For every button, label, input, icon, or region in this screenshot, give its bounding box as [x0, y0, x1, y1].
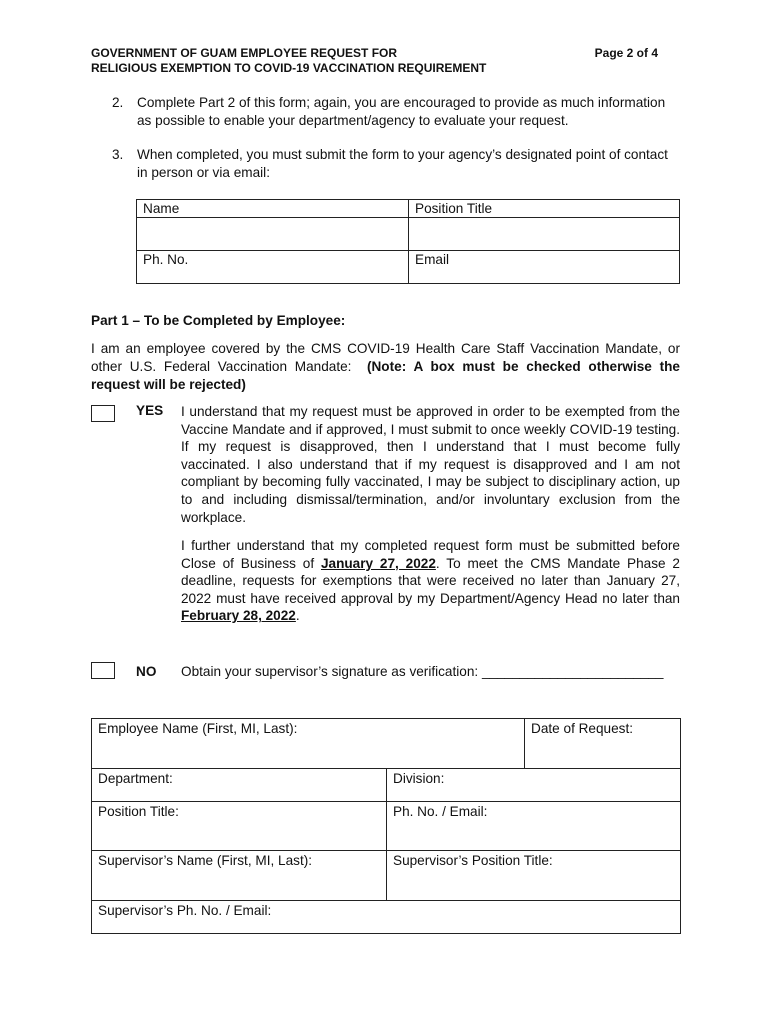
supervisor-position-field[interactable]: Supervisor’s Position Title: [387, 851, 681, 901]
yes-paragraph-2-part-c: . [295, 608, 300, 624]
division-field[interactable]: Division: [387, 769, 681, 802]
part1-intro [91, 340, 680, 394]
page-number: Page 2 of 4 [594, 46, 658, 60]
contact-phone-field[interactable]: Ph. No. [137, 251, 409, 284]
contact-table [136, 199, 680, 284]
supervisor-name-field[interactable]: Supervisor’s Name (First, MI, Last): [92, 851, 387, 901]
contact-position-label: Position Title [409, 200, 680, 218]
instruction-text: When completed, you must submit the form to your agency’s designated point of contact in person or via email: [137, 147, 668, 180]
contact-email-field[interactable]: Email [409, 251, 680, 284]
part1-note: (Note: A box must be checked otherwise the request will be rejected) [91, 359, 680, 392]
contact-position-field[interactable] [409, 218, 680, 251]
supervisor-phone-email-field[interactable]: Supervisor’s Ph. No. / Email: [92, 901, 681, 934]
part1-title: Part 1 – To be Completed by Employee: [91, 313, 346, 328]
position-title-field[interactable]: Position Title: [92, 802, 387, 851]
yes-paragraph-1: I understand that my request must be approved in order to be exempted from the Vaccine Mandate and if approved, I must submit to once weekly COVID-19 testing. If my request is disapproved, then I understand that I must become fully vaccinated. I also understand that if my request is disapproved and I am not compliant by becoming fully vaccinated, I may be subject to disciplinary action, up to and including dismissal/termination, and/or involuntary exclusion from the workplace. [181, 404, 680, 525]
contact-name-label: Name [137, 200, 409, 218]
deadline-date-2: February 28, 2022 [181, 608, 296, 624]
header-title-line1: GOVERNMENT OF GUAM EMPLOYEE REQUEST FOR [91, 46, 398, 60]
no-checkbox[interactable] [91, 662, 115, 679]
phone-email-field[interactable]: Ph. No. / Email: [387, 802, 681, 851]
deadline-date-1: January 27, 2022 [320, 555, 436, 571]
department-field[interactable]: Department: [92, 769, 387, 802]
contact-name-field[interactable] [137, 218, 409, 251]
supervisor-signature-line[interactable]: Obtain your supervisor’s signature as verification: ________________________ [181, 664, 664, 679]
yes-paragraph-2-part-a: I further understand that my completed request form must be submitted before Close of Business of [181, 538, 680, 571]
yes-paragraph-2-part-b: . To meet the CMS Mandate Phase 2 deadline, requests for exemptions that were received no later than January 27, 2022 must have received approval by my Department/Agency Head no later than [181, 555, 680, 606]
date-of-request-field[interactable]: Date of Request: [525, 719, 681, 769]
yes-paragraph-2 [181, 537, 680, 625]
yes-label: YES [136, 403, 164, 418]
employee-info-table [91, 718, 681, 934]
instruction-number: 3. [112, 147, 124, 162]
no-label: NO [136, 664, 157, 679]
instruction-number: 2. [112, 95, 124, 110]
yes-checkbox[interactable] [91, 405, 115, 422]
instruction-text: Complete Part 2 of this form; again, you are encouraged to provide as much information as possible to enable your department/agency to evaluate your request. [137, 95, 666, 128]
document-header [91, 46, 658, 76]
part1-intro-text: I am an employee covered by the CMS COVID-19 Health Care Staff Vaccination Mandate, or other U.S. Federal Vaccination Mandate: [91, 341, 680, 374]
employee-name-field[interactable]: Employee Name (First, MI, Last): [92, 719, 525, 769]
header-title-line2: RELIGIOUS EXEMPTION TO COVID-19 VACCINATION REQUIREMENT [91, 61, 487, 75]
